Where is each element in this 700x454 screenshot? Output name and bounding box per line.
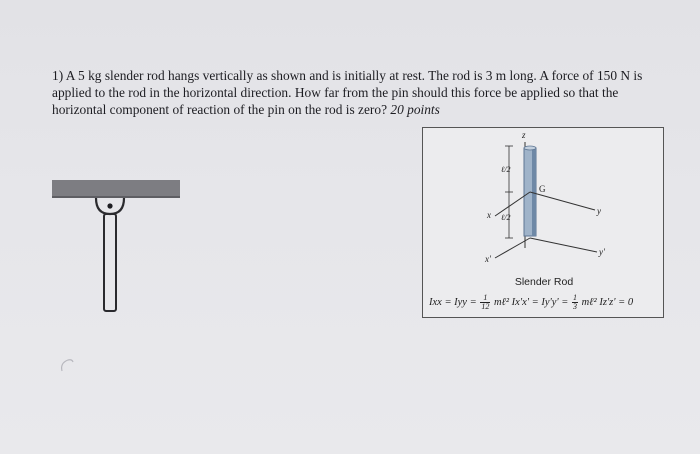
y-prime-axis-label: y' xyxy=(599,247,605,257)
slender-rod-diagram xyxy=(423,128,665,319)
y-prime-axis-line xyxy=(530,238,597,252)
x-prime-axis-label: x' xyxy=(485,254,491,264)
formula-fraction-2 xyxy=(572,294,578,311)
center-of-mass-label: G xyxy=(539,184,546,194)
rod-shade xyxy=(532,148,536,236)
slender-rod-reference-figure xyxy=(422,127,664,318)
y-axis-label: y xyxy=(597,206,601,216)
formula-ixx: Ixx = Iyy = xyxy=(429,296,477,308)
frac1-num: 1 xyxy=(480,294,490,303)
inertia-formula xyxy=(429,294,665,311)
y-axis-line xyxy=(530,192,595,210)
hanging-rod xyxy=(104,214,116,311)
formula-fraction-1 xyxy=(480,294,490,311)
half-length-bottom-label: ℓ/2 xyxy=(501,213,511,222)
problem-points: 20 points xyxy=(390,102,440,117)
rod-top xyxy=(524,146,536,150)
problem-text: 1) A 5 kg slender rod hangs vertically as shown and is initially at rest. The rod is 3 m long. A force of 150 N is applied to the rod in the horizontal direction. How far from the pin should this force be applied so that the horizontal component of reaction of the pin on the rod is zero? xyxy=(52,68,643,117)
formula-term-1: mℓ² xyxy=(493,296,510,308)
pin-icon xyxy=(107,203,112,208)
half-length-top-label: ℓ/2 xyxy=(501,165,511,174)
frac1-den: 12 xyxy=(481,302,490,311)
figure-caption: Slender Rod xyxy=(514,276,574,288)
z-axis-label: z xyxy=(522,130,526,140)
formula-izz: Iz'z' = 0 xyxy=(599,296,634,308)
x-axis-label: x xyxy=(487,210,491,220)
pencil-stroke xyxy=(62,360,73,371)
ceiling-bar xyxy=(52,180,180,197)
formula-term-2: mℓ² xyxy=(581,296,597,308)
frac2-den: 3 xyxy=(572,302,577,311)
frac2-num: 1 xyxy=(572,293,577,302)
ceiling-bar-shadow xyxy=(52,196,180,198)
formula-ixxp: Ix'x' = Iy'y' = xyxy=(511,296,569,308)
pencil-mark-icon xyxy=(58,357,78,375)
